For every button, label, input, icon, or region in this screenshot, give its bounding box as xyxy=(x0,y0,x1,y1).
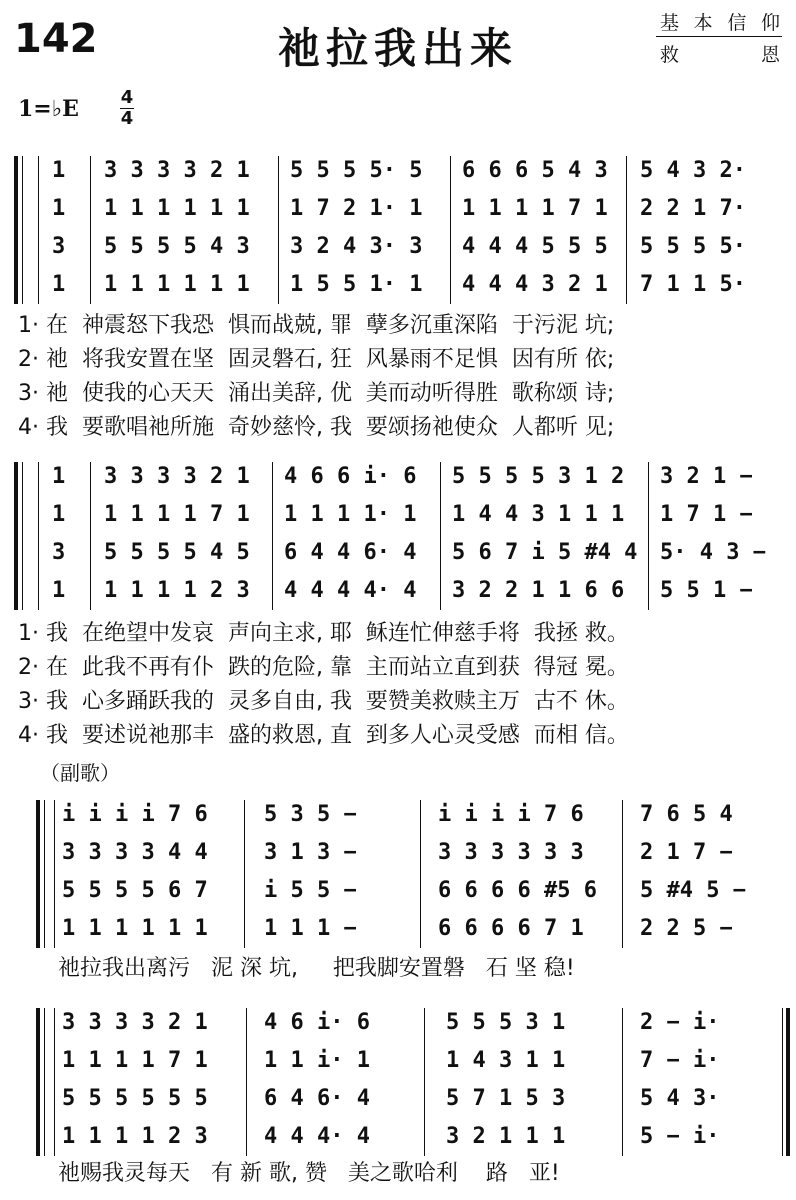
system-bracket xyxy=(36,800,40,948)
time-numerator: 4 xyxy=(120,87,134,108)
note-group: 5 5 5 5 4 5 xyxy=(104,540,250,565)
note-group: 4 4 4· 4 xyxy=(264,1124,370,1149)
subcategory-label: 救恩 xyxy=(660,44,780,66)
lyric-line: 1· 我 在绝望中发哀 声向主求, 耶 稣连忙伸慈手将 我拯 救。 xyxy=(18,621,629,646)
note-group: 5 6 7 i 5 #4 4 xyxy=(452,540,638,565)
note-group: 5 4 3· xyxy=(640,1086,720,1111)
time-denominator: 4 xyxy=(120,108,134,129)
lyric-line: 4· 我 要述说祂那丰 盛的救恩, 直 到多人心灵受感 而相 信。 xyxy=(18,723,629,748)
note-group: 3 1 3 − xyxy=(264,840,357,865)
barline xyxy=(54,1008,55,1156)
note-group: 5 5 5 5 5 5 xyxy=(62,1086,208,1111)
barline xyxy=(246,1008,247,1156)
note-group: 3 3 3 3 4 4 xyxy=(62,840,208,865)
note-group: 3 3 3 3 3 3 xyxy=(438,840,584,865)
note-group: 3 2 2 1 1 6 6 xyxy=(452,578,625,603)
note-group: 1 5 5 1· 1 xyxy=(290,272,423,297)
note-group: 1 1 1 1 2 3 xyxy=(62,1124,208,1149)
note-group: 5 5 5 5· xyxy=(640,234,746,259)
barline xyxy=(244,800,245,948)
note-group: 5· 4 3 − xyxy=(660,540,766,565)
note-group: 5 #4 5 − xyxy=(640,878,746,903)
note-group: 5 5 5 5 6 7 xyxy=(62,878,208,903)
note-group: 5 − i· xyxy=(640,1124,720,1149)
note-group: 5 5 5 5 4 3 xyxy=(104,234,250,259)
note-group: i i i i 7 6 xyxy=(62,802,208,827)
note-group: 2 1 7 − xyxy=(640,840,733,865)
note-group: 1 xyxy=(52,272,66,297)
lyric-line: 4· 我 要歌唱祂所施 奇妙慈怜, 我 要颂扬祂使众 人都听 见; xyxy=(18,415,615,440)
note-group: i 5 5 − xyxy=(264,878,357,903)
system-bracket-thin xyxy=(22,462,23,610)
note-group: 1 7 1 − xyxy=(660,502,753,527)
barline xyxy=(90,462,91,610)
barline xyxy=(278,156,279,304)
note-group: 1 4 4 3 1 1 1 xyxy=(452,502,625,527)
barline xyxy=(622,800,623,948)
barline xyxy=(626,156,627,304)
note-group: 5 4 3 2· xyxy=(640,158,746,183)
final-barline-thick xyxy=(786,1008,790,1156)
chorus-lyric-line: 祂拉我出离污 泥 深 坑, 把我脚安置磐 石 坚 稳! xyxy=(58,956,575,981)
time-signature xyxy=(118,88,136,129)
note-group: 6 6 6 6 7 1 xyxy=(438,916,584,941)
note-group: 1 xyxy=(52,578,66,603)
barline xyxy=(424,1008,425,1156)
note-group: 3 2 1 1 1 xyxy=(446,1124,566,1149)
barline xyxy=(648,462,649,610)
note-group: 1 1 1 1 7 1 xyxy=(462,196,608,221)
category-divider xyxy=(656,36,782,37)
note-group: 2 − i· xyxy=(640,1010,720,1035)
note-group: 1 xyxy=(52,502,66,527)
note-group: 5 3 5 − xyxy=(264,802,357,827)
note-group: 5 7 1 5 3 xyxy=(446,1086,566,1111)
system-bracket xyxy=(14,462,18,610)
key-signature: 1=♭E xyxy=(18,96,79,122)
note-group: 7 6 5 4 xyxy=(640,802,733,827)
note-group: 1 7 2 1· 1 xyxy=(290,196,423,221)
barline xyxy=(420,800,421,948)
note-group: 3 3 3 3 2 1 xyxy=(104,158,250,183)
barline xyxy=(38,156,39,304)
note-group: i i i i 7 6 xyxy=(438,802,584,827)
system-bracket xyxy=(36,1008,40,1156)
barline xyxy=(38,462,39,610)
note-group: 4 4 4 4· 4 xyxy=(284,578,417,603)
note-group: 1 1 1 1 7 1 xyxy=(62,1048,208,1073)
note-group: 2 2 1 7· xyxy=(640,196,746,221)
lyric-line: 3· 我 心多踊跃我的 灵多自由, 我 要赞美救赎主万 古不 休。 xyxy=(18,689,629,714)
note-group: 1 xyxy=(52,464,66,489)
note-group: 3 xyxy=(52,234,66,259)
chorus-label: （副歌） xyxy=(40,761,120,785)
note-group: 4 4 4 3 2 1 xyxy=(462,272,608,297)
chorus-lyric-line: 祂赐我灵每天 有 新 歌, 赞 美之歌哈利 路 亚! xyxy=(58,1161,560,1186)
note-group: 1 4 3 1 1 xyxy=(446,1048,566,1073)
note-group: 5 5 5 3 1 xyxy=(446,1010,566,1035)
note-group: 1 1 1 1 1 1 xyxy=(104,196,250,221)
final-barline xyxy=(782,1008,783,1156)
note-group: 6 6 6 5 4 3 xyxy=(462,158,608,183)
note-group: 1 1 i· 1 xyxy=(264,1048,370,1073)
note-group: 7 1 1 5· xyxy=(640,272,746,297)
note-group: 1 xyxy=(52,196,66,221)
barline xyxy=(272,462,273,610)
note-group: 3 3 3 3 2 1 xyxy=(104,464,250,489)
note-group: 6 4 4 6· 4 xyxy=(284,540,417,565)
note-group: 5 5 5 5· 5 xyxy=(290,158,423,183)
hymn-title: 祂拉我出来 xyxy=(277,24,518,73)
barline xyxy=(54,800,55,948)
note-group: 4 4 4 5 5 5 xyxy=(462,234,608,259)
note-group: 6 4 6· 4 xyxy=(264,1086,370,1111)
note-group: 1 1 1 1 1 1 xyxy=(104,272,250,297)
category-label: 基本信仰 xyxy=(660,12,780,34)
lyric-line: 3· 祂 使我的心天天 涌出美辞, 优 美而动听得胜 歌称颂 诗; xyxy=(18,381,615,406)
note-group: 2 2 5 − xyxy=(640,916,733,941)
lyric-line: 2· 在 此我不再有仆 跌的危险, 靠 主而站立直到获 得冠 冕。 xyxy=(18,655,629,680)
lyric-line: 1· 在 神震怒下我恐 惧而战兢, 罪 孽多沉重深陷 于污泥 坑; xyxy=(18,313,615,338)
hymn-number: 142 xyxy=(14,16,98,62)
barline xyxy=(622,1008,623,1156)
note-group: 1 1 1 1 1 1 xyxy=(62,916,208,941)
note-group: 3 xyxy=(52,540,66,565)
note-group: 3 3 3 3 2 1 xyxy=(62,1010,208,1035)
system-bracket-thin xyxy=(44,800,45,948)
barline xyxy=(90,156,91,304)
note-group: 1 1 1 1 7 1 xyxy=(104,502,250,527)
system-bracket xyxy=(14,156,18,304)
note-group: 4 6 i· 6 xyxy=(264,1010,370,1035)
note-group: 7 − i· xyxy=(640,1048,720,1073)
note-group: 5 5 1 − xyxy=(660,578,753,603)
note-group: 6 6 6 6 #5 6 xyxy=(438,878,597,903)
lyric-line: 2· 祂 将我安置在坚 固灵磐石, 狂 风暴雨不足惧 因有所 依; xyxy=(18,347,615,372)
barline xyxy=(440,462,441,610)
system-bracket-thin xyxy=(44,1008,45,1156)
note-group: 3 2 1 − xyxy=(660,464,753,489)
barline xyxy=(450,156,451,304)
note-group: 1 1 1 1· 1 xyxy=(284,502,417,527)
note-group: 5 5 5 5 3 1 2 xyxy=(452,464,625,489)
note-group: 1 1 1 1 2 3 xyxy=(104,578,250,603)
note-group: 4 6 6 i· 6 xyxy=(284,464,417,489)
note-group: 3 2 4 3· 3 xyxy=(290,234,423,259)
note-group: 1 1 1 − xyxy=(264,916,357,941)
note-group: 1 xyxy=(52,158,66,183)
system-bracket-thin xyxy=(22,156,23,304)
